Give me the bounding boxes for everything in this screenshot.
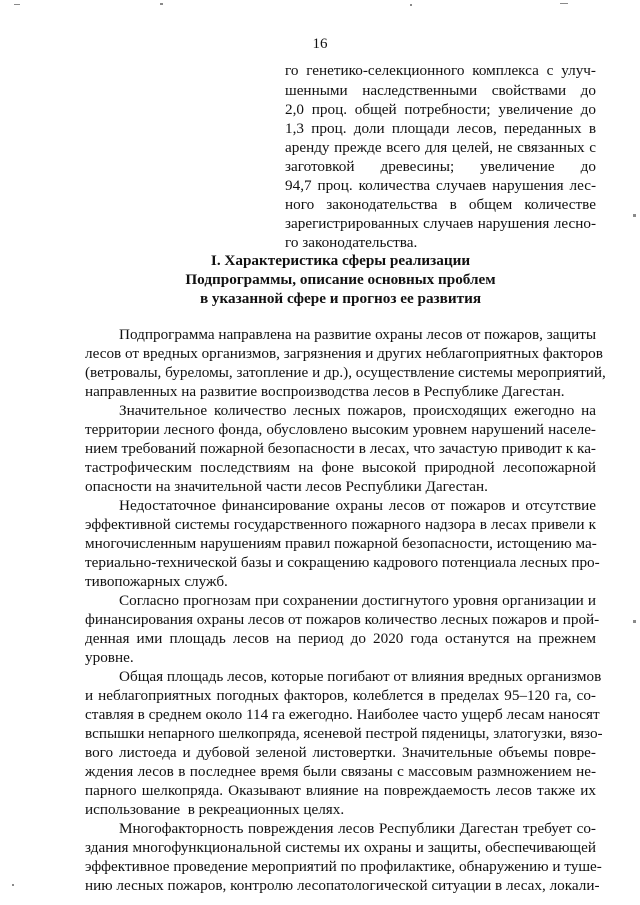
text-line: ставляя в среднем около 114 га ежегодно. Наиболее часто ущерб лесам наносят <box>85 706 600 723</box>
text-line: заготовкой древесины; увеличение до <box>285 158 596 175</box>
text-line: Недостаточное финансирование охраны лесов от пожаров и отсутствие <box>119 497 596 514</box>
text-line: эффективное проведение мероприятий по профилактике, обнаружению и туше- <box>85 858 602 875</box>
text-line: тивопожарных служб. <box>85 573 228 590</box>
text-line: использование в рекреационных целях. <box>85 801 345 818</box>
text-line: шенными наследственными свойствами до <box>285 82 596 99</box>
text-line: Общая площадь лесов, которые погибают от влияния вредных организмов <box>119 668 602 685</box>
text-line: опасности на значительной части лесов Республики Дагестан. <box>85 478 488 495</box>
text-line: финансирования охраны лесов от пожаров количество лесных пожаров и прой- <box>85 611 600 628</box>
text-line: и неблагоприятных погодных факторов, колеблется в пределах 95–120 га, со- <box>85 687 596 704</box>
text-line: эффективной системы государственного пожарного надзора в лесах привели к <box>85 516 596 533</box>
text-line: многочисленным нарушениям правил пожарной безопасности, истощению ма- <box>85 535 597 552</box>
text-line: ждения лесов в последнее время были связаны с массовым размножением не- <box>85 763 596 780</box>
text-line: направленных на развитие воспроизводства лесов в Республике Дагестан. <box>85 383 565 400</box>
text-line: тастрофическим последствиям на фоне высокой природной лесопожарной <box>85 459 596 476</box>
text-line: парного шелкопряда. Оказывают влияние на повреждаемость лесов также их <box>85 782 596 799</box>
scan-mark <box>633 620 636 623</box>
text-line: нием требований пожарной безопасности в лесах, что зачастую приводит к ка- <box>85 440 596 457</box>
scan-mark <box>160 3 163 5</box>
scan-mark <box>410 4 412 6</box>
text-line: нию лесных пожаров, контролю лесопатологической ситуации в лесах, локали- <box>85 877 600 894</box>
page-number: 16 <box>312 36 328 52</box>
text-line: териально-технической базы и сокращению кадрового потенциала лесных про- <box>85 554 600 571</box>
text-line: Многофакторность повреждения лесов Республики Дагестан требует со- <box>119 820 596 837</box>
text-line: 94,7 проц. количества случаев нарушения лес- <box>285 177 596 194</box>
text-line: 2,0 проц. общей потребности; увеличение до <box>285 101 596 118</box>
text-line: территории лесного фонда, обусловлено высоким уровнем нарушений населе- <box>85 421 596 438</box>
heading-line: I. Характеристика сферы реализации <box>210 252 471 269</box>
heading-line: Подпрограммы, описание основных проблем <box>185 271 496 288</box>
text-line: 1,3 проц. доли площади лесов, переданных в <box>285 120 596 137</box>
heading-line: в указанной сфере и прогноз ее развития <box>199 290 482 307</box>
text-line: аренду прежде всего для целей, не связанных с <box>285 139 596 156</box>
text-line: го генетико-селекционного комплекса с улуч- <box>285 62 596 79</box>
scan-mark <box>560 3 568 4</box>
text-line: денная ими площадь лесов на период до 2020 года останутся на прежнем <box>85 630 596 647</box>
text-line: Подпрограмма направлена на развитие охраны лесов от пожаров, защиты <box>119 326 597 343</box>
text-line: Значительное количество лесных пожаров, происходящих ежегодно на <box>119 402 596 419</box>
text-line: здания многофункциональной системы их охраны и защиты, обеспечивающей <box>85 839 596 856</box>
scan-mark <box>14 4 20 5</box>
text-line: Согласно прогнозам при сохранении достигнутого уровня организации и <box>119 592 596 609</box>
scan-mark <box>633 214 636 217</box>
text-line: ного законодательства в общем количестве <box>285 196 596 213</box>
text-line: вого листоеда и дубовой зеленой листовертки. Значительные объемы повре- <box>85 744 596 761</box>
text-line: го законодательства. <box>285 234 418 251</box>
text-line: вспышки непарного шелкопряда, ясеневой пестрой пяденицы, златогузки, вязо- <box>85 725 603 742</box>
text-line: лесов от вредных организмов, загрязнения и других неблагоприятных факторов <box>85 345 603 362</box>
text-line: уровне. <box>85 649 134 666</box>
scan-mark <box>12 884 14 886</box>
text-line: (ветровалы, буреломы, затопление и др.), осуществление системы мероприятий, <box>85 364 606 381</box>
text-line: зарегистрированных случаев нарушения лесно- <box>285 215 596 232</box>
